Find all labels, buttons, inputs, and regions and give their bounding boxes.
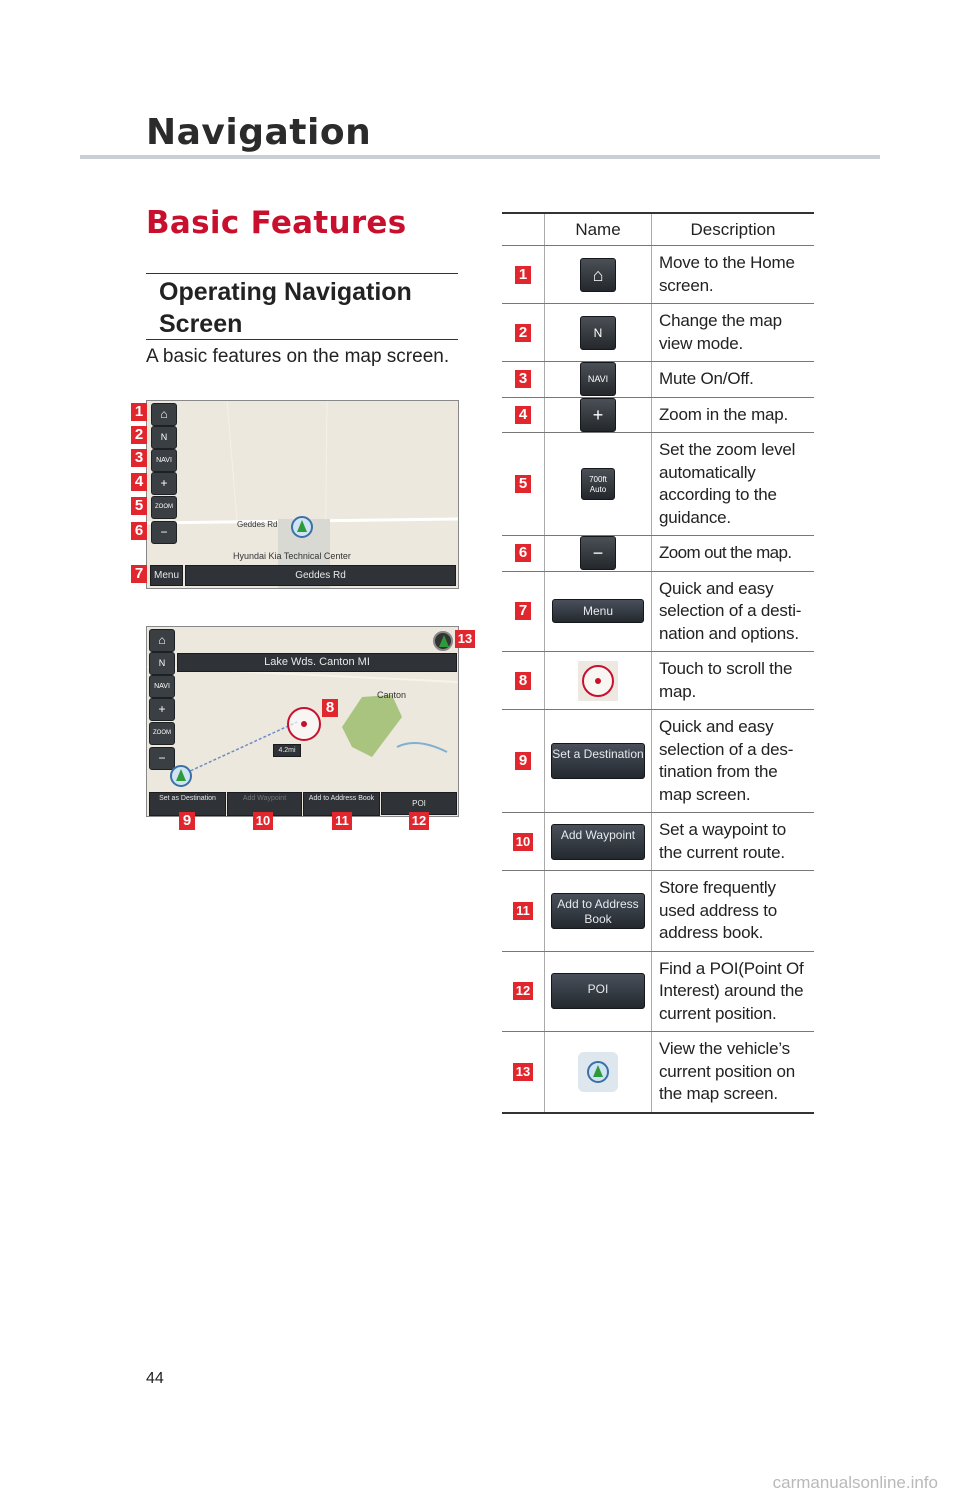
row-number-badge: 11 bbox=[513, 902, 533, 920]
map1-home-button[interactable]: ⌂ bbox=[151, 403, 177, 426]
map2-add-waypoint-button[interactable]: Add Waypoint bbox=[227, 792, 302, 816]
table-header-row bbox=[502, 213, 814, 246]
map1-road-bar: Geddes Rd bbox=[185, 565, 456, 586]
map2-compass-button[interactable]: N bbox=[149, 652, 175, 675]
poi-button: POI bbox=[551, 973, 645, 1009]
table-row bbox=[502, 362, 814, 398]
row-number-badge: 10 bbox=[513, 833, 533, 851]
map1-compass-button[interactable]: N bbox=[151, 426, 177, 449]
map2-zoom-out-button[interactable]: − bbox=[149, 747, 175, 770]
map2-auto-zoom-button[interactable]: ZOOM bbox=[149, 722, 175, 745]
map1-road-label: Geddes Rd bbox=[237, 520, 278, 529]
badge-7: 7 bbox=[131, 565, 147, 583]
map2-vehicle-icon bbox=[170, 765, 192, 787]
row-description: Touch to scroll the map. bbox=[652, 652, 815, 710]
subsection-bottom-rule bbox=[146, 339, 458, 340]
compass-icon: N bbox=[580, 316, 616, 350]
row-number-badge: 6 bbox=[515, 544, 531, 562]
row-number-badge: 5 bbox=[515, 475, 531, 493]
section-title: Basic Features bbox=[146, 205, 407, 241]
badge-6: 6 bbox=[131, 522, 147, 540]
row-description: View the vehicle’s current position on the map screen. bbox=[652, 1032, 815, 1113]
add-address-book-button: Add to Address Book bbox=[551, 893, 645, 929]
map2-current-position-icon[interactable] bbox=[433, 631, 453, 651]
row-description: Quick and easy selection of a desti-nation and options. bbox=[652, 571, 815, 652]
home-icon: ⌂ bbox=[580, 258, 616, 292]
map2-poi-button[interactable]: POI bbox=[381, 792, 457, 815]
row-description: Find a POI(Point Of Interest) around the current position. bbox=[652, 951, 815, 1032]
map2-mute-button[interactable]: NAVI bbox=[149, 675, 175, 698]
zoom-out-icon: − bbox=[580, 536, 616, 570]
table-row bbox=[502, 710, 814, 813]
map1-auto-zoom-button[interactable]: ZOOM bbox=[151, 496, 177, 519]
table-row bbox=[502, 871, 814, 952]
table-header-name: Name bbox=[545, 213, 652, 246]
badge-11: 11 bbox=[332, 812, 352, 830]
badge-10: 10 bbox=[253, 812, 273, 830]
map1-vehicle-icon bbox=[291, 516, 313, 538]
subsection-title: Operating Navigation Screen bbox=[159, 278, 412, 338]
badge-8: 8 bbox=[322, 699, 338, 717]
map2-location-bar: Lake Wds. Canton MI bbox=[177, 653, 457, 672]
auto-zoom-icon: 700ft Auto bbox=[581, 468, 615, 500]
row-description: Mute On/Off. bbox=[652, 362, 815, 398]
table-row bbox=[502, 433, 814, 536]
badge-5: 5 bbox=[131, 497, 147, 515]
badge-3: 3 bbox=[131, 449, 147, 467]
map2-distance-label: 4.2mi bbox=[273, 744, 301, 757]
badge-13: 13 bbox=[455, 630, 475, 648]
map1-mute-button[interactable]: NAVI bbox=[151, 449, 177, 472]
row-description: Quick and easy selection of a des-tination from the map screen. bbox=[652, 710, 815, 813]
table-row bbox=[502, 536, 814, 572]
table-row bbox=[502, 951, 814, 1032]
feature-table bbox=[502, 212, 814, 1114]
chapter-divider bbox=[80, 155, 880, 159]
row-number-badge: 12 bbox=[513, 982, 533, 1000]
vehicle-position-icon bbox=[578, 1052, 618, 1092]
map2-set-destination-button[interactable]: Set as Destination bbox=[149, 792, 226, 816]
map2-scroll-cursor-icon[interactable] bbox=[287, 707, 321, 741]
badge-1: 1 bbox=[131, 403, 147, 421]
table-row bbox=[502, 304, 814, 362]
row-number-badge: 4 bbox=[515, 406, 531, 424]
row-description: Set a waypoint to the current route. bbox=[652, 813, 815, 871]
row-description: Store frequently used address to address book. bbox=[652, 871, 815, 952]
badge-9: 9 bbox=[179, 812, 195, 830]
subsection-top-rule bbox=[146, 273, 458, 274]
menu-button: Menu bbox=[552, 599, 644, 623]
map2-add-address-book-button[interactable]: Add to Address Book bbox=[303, 792, 380, 816]
table-header-description: Description bbox=[652, 213, 815, 246]
chapter-title: Navigation bbox=[146, 112, 372, 153]
map1-place-label: Hyundai Kia Technical Center bbox=[233, 551, 351, 561]
map-screenshot-1 bbox=[146, 400, 459, 589]
row-number-badge: 9 bbox=[515, 752, 531, 770]
watermark: carmanualsonline.info bbox=[772, 1473, 938, 1492]
map2-zoom-in-button[interactable]: + bbox=[149, 698, 175, 721]
table-header-num bbox=[502, 213, 545, 246]
add-waypoint-button: Add Waypoint bbox=[551, 824, 645, 860]
set-destination-button: Set a Destination bbox=[551, 743, 645, 779]
map-screenshot-2 bbox=[146, 626, 459, 817]
mute-icon: NAVI bbox=[580, 362, 616, 396]
table-row bbox=[502, 571, 814, 652]
table-row bbox=[502, 397, 814, 433]
row-number-badge: 7 bbox=[515, 602, 531, 620]
row-number-badge: 1 bbox=[515, 266, 531, 284]
table-row bbox=[502, 1032, 814, 1113]
row-description: Zoom out the map. bbox=[652, 536, 815, 572]
map2-home-button[interactable]: ⌂ bbox=[149, 629, 175, 652]
row-description: Move to the Home screen. bbox=[652, 246, 815, 304]
map1-menu-button[interactable]: Menu bbox=[150, 565, 183, 586]
intro-text: A basic features on the map screen. bbox=[146, 346, 450, 367]
map1-zoom-in-button[interactable]: + bbox=[151, 472, 177, 495]
row-number-badge: 8 bbox=[515, 672, 531, 690]
badge-4: 4 bbox=[131, 473, 147, 491]
badge-2: 2 bbox=[131, 426, 147, 444]
row-number-badge: 13 bbox=[513, 1063, 533, 1081]
map1-zoom-out-button[interactable]: − bbox=[151, 521, 177, 544]
row-number-badge: 2 bbox=[515, 324, 531, 342]
page-number: 44 bbox=[146, 1370, 164, 1387]
table-row bbox=[502, 652, 814, 710]
row-description: Change the map view mode. bbox=[652, 304, 815, 362]
map2-place-label: Canton bbox=[377, 690, 407, 700]
row-description: Set the zoom level automatically according to the guidance. bbox=[652, 433, 815, 536]
table-row bbox=[502, 813, 814, 871]
zoom-in-icon: + bbox=[580, 398, 616, 432]
table-row bbox=[502, 246, 814, 304]
badge-12: 12 bbox=[409, 812, 429, 830]
scroll-cursor-icon bbox=[578, 661, 618, 701]
row-description: Zoom in the map. bbox=[652, 397, 815, 433]
row-number-badge: 3 bbox=[515, 370, 531, 388]
